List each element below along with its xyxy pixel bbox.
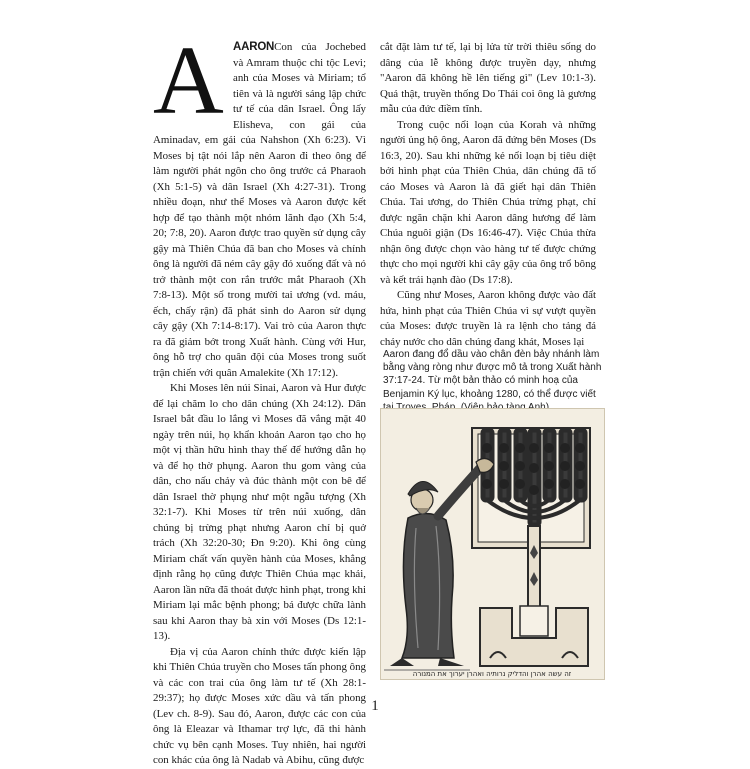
entry-paragraph-3: Địa vị của Aaron chính thức được kiến lập khi Thiên Chúa truyền cho Moses tấn phong ông và các con trai của ông làm tư tế (Xh 28:1-29:37); họ được Moses xức dầu và tấn phong (Lev ch. 8-9). Sau đó, Aaron, được các con của ông là Eleazar và Ithamar trợ lực, đã thi hành chức vụ bên cạnh Moses. Tuy nhiên, hai người con khác của ông là Nadab và Abihu, cũng được	[153, 645, 366, 766]
drop-cap: A	[153, 27, 224, 135]
entry-headword: AARON	[233, 41, 275, 53]
entry-paragraph-2: Khi Moses lên núi Sinai, Aaron và Hur được để lại chăm lo cho dân chúng (Xh 24:12). Dân Israel bắt đầu lo lắng vì Moses đã vắng mặt 40 ngày trên núi, họ khẩn khoản Aaron tạo cho họ một vị thần hữu hình thay thế để hướng dẫn họ và để họ thờ phụng. Aaron thu gom vàng của dân, cho nấu chảy và đúc thành một con bê để dân Israel thờ phụng như một ngẫu tượng (Xh 32:1-7). Khi Moses từ trên núi xuống, dân chúng bị trừng phạt nhưng Aaron chỉ bị quở trách (Xh 32:20-30; Đn 9:20). Khi ông cùng Miriam chất vấn quyền hành của Moses, khẳng định rằng họ cũng được Thiên Chúa mạc khải, Aaron lần nữa đã thoát được hình phạt, trong khi Miriam lại mắc bệnh phong; bá được chữa lành sau khi Aaron thay bà xin với Moses (Ds 12:1-13).	[153, 382, 366, 642]
entry-paragraph-4: cắt đặt làm tư tế, lại bị lửa từ trời thiêu sống do dâng của lễ không được truyền dạy, nhưng "Aaron đã không hề lên tiếng gì" (Lev 10:1-3). Quả thật, truyền thống Do Thái coi ông là gương mẫu của đức điềm tĩnh.	[380, 41, 596, 115]
figure-caption: Aaron đang đổ dầu vào chân đèn bảy nhánh làm bằng vàng ròng như được mô tả trong Xuất hành 37:17-24. Từ một bản thảo có minh hoạ của Benjamin Ký lục, khoảng 1280, có thể được viết	[383, 349, 602, 400]
entry-paragraph-6: Cũng như Moses, Aaron không được vào đất hứa, hình phạt của Thiên Chúa vì sự vượt quyền của Moses: được truyền là ra lệnh cho tảng đá chảy nước cho dân chúng đang khát, Moses lại	[380, 289, 596, 348]
left-column	[153, 27, 366, 769]
right-column	[380, 40, 596, 350]
menorah-illustration	[380, 408, 605, 680]
entry-paragraph-5: Trong cuộc nổi loạn của Korah và những người ủng hộ ông, Aaron đã đứng bên Moses (Ds 16:3, 20). Sau khi những kẻ nổi loạn bị tiêu diệt bởi hình phạt của Thiên Chúa, dân chúng đã tố cáo Moses và Aaron là đã giết hại dân Thiên Chúa. Tai ương, do Thiên Chúa trừng phạt, chỉ được ngăn chặn khi Aaron dâng hương để làm Chúa nguôi giận (Ds 16:46-47). Việc Chúa thừa nhận ông được chọn vào hàng tư tế được chứng thực cho mọi người khi cây gậy của ông trổ bông và kết trái hạnh đào (Ds 17:8).	[380, 118, 596, 286]
entry-paragraph-1-text: Con của Jochebed và Amram thuộc chi tộc Levi; anh của Moses và Miriam; tổ tiên và là người sáng lập chức tư tế của dân Israel. Ông lấy Elisheva, con gái của Aminadav, em gái của Nahshon (Xh 6:23). Vì Moses bị tật nói lắp nên Aaron đi theo ông để làm người phát ngôn cho ông trước cả Pharaoh (Xh 5:1-5) và dân Israel (Xh 4:27-31). Trong nhiều đoạn, như thể Moses và Aaron được kết hợp để tạo thành một nhóm lãnh đạo (Xh 5:4, 20; 7:8, 20). Aaron được trao quyền sử dụng cây gậy mà Thiên Chúa đã ban cho Moses và chính ông là người đã ném cây gậy đó xuống đất và nó trở thành một con rắn trước mắt Pharaoh (Xh 7:8-13). Một số trong mười tai ương (vd. máu, ếch, chấy rận) đã phát sinh do Aaron sử dụng cây gậy (Xh 7:14-8:17). Vai trò của Aaron thực ra đã giảm bớt trong Xuất hành. Cùng với Hur, ông hỗ trợ cho quân đội của Moses trong suốt trận chiến với quân Amalekite (Xh 17:12).	[153, 41, 366, 379]
manuscript-illustration	[380, 408, 605, 680]
hebrew-inscription: זה עשה אהרן והדליק נרותיה ואהרן יערוך את המנורה	[412, 670, 572, 678]
page-number: 1	[371, 698, 379, 714]
